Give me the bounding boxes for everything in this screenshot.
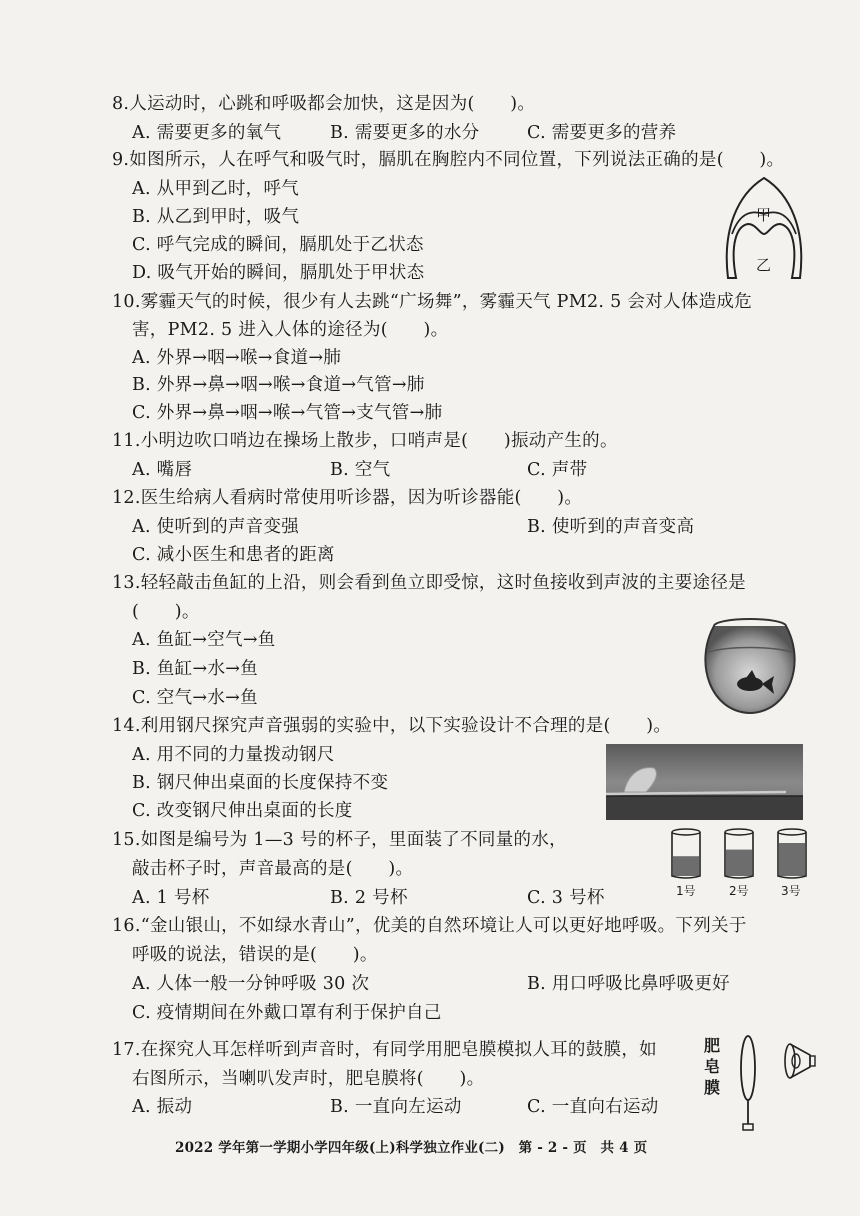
q12-option-c: C. 减小医生和患者的距离: [132, 545, 335, 565]
q16-option-c: C. 疫情期间在外戴口罩有利于保护自己: [132, 1003, 442, 1023]
q14-stem: 14.利用钢尺探究声音强弱的实验中，以下实验设计不合理的是( )。: [112, 716, 672, 736]
q10-stem-line1: 10.雾霾天气的时候，很少有人去跳“广场舞”，雾霾天气 PM2. 5 会对人体造成危: [112, 292, 753, 312]
q13-option-a: A. 鱼缸→空气→鱼: [132, 630, 276, 650]
q9-option-a: A. 从甲到乙时，呼气: [132, 179, 300, 199]
cup-water-1: [673, 856, 699, 876]
cups-drawing: [668, 826, 812, 882]
q15-stem-line2: 敲击杯子时，声音最高的是( )。: [132, 859, 414, 879]
q13-stem-line1: 13.轻轻敲击鱼缸的上沿，则会看到鱼立即受惊，这时鱼接收到声波的主要途径是: [112, 573, 746, 593]
q9-stem: 9.如图所示，人在呼气和吸气时，膈肌在胸腔内不同位置，下列说法正确的是( )。: [112, 150, 785, 170]
q15-option-a: A. 1 号杯: [132, 888, 210, 908]
cup-3: [778, 829, 806, 878]
q10-option-b: B. 外界→鼻→咽→喉→食道→气管→肺: [132, 375, 425, 395]
q13-stem-line2: ( )。: [132, 602, 200, 622]
speaker-horn-icon: [782, 1040, 818, 1082]
q8-option-a: A. 需要更多的氧气: [132, 123, 282, 143]
cup-2: [725, 829, 753, 878]
soap-film-label: [704, 1035, 726, 1101]
q10-option-a: A. 外界→咽→喉→食道→肺: [132, 348, 342, 368]
fishbowl-image: [700, 612, 800, 716]
soap-film-ring: [736, 1034, 760, 1134]
q15-option-b: B. 2 号杯: [330, 888, 408, 908]
q10-stem-line2: 害，PM2. 5 进入人体的途径为( )。: [132, 320, 449, 340]
q17-option-b: B. 一直向左运动: [330, 1097, 462, 1117]
cup-1: [672, 829, 700, 878]
q16-stem-line2: 呼吸的说法，错误的是( )。: [132, 945, 378, 965]
q11-stem: 11.小明边吹口哨边在操场上散步，口哨声是( )振动产生的。: [112, 431, 618, 451]
q14-option-b: B. 钢尺伸出桌面的长度保持不变: [132, 773, 389, 793]
q8-stem: 8.人运动时，心跳和呼吸都会加快，这是因为( )。: [112, 94, 536, 114]
diaphragm-label-jia: 甲: [756, 206, 772, 224]
soap-film-label-char2: 皂: [704, 1057, 721, 1076]
steel-ruler-photo: [606, 744, 803, 820]
q15-option-c: C. 3 号杯: [527, 888, 605, 908]
q12-stem: 12.医生给病人看病时常使用听诊器，因为听诊器能( )。: [112, 488, 583, 508]
q16-option-a: A. 人体一般一分钟呼吸 30 次: [132, 974, 370, 994]
q17-option-a: A. 振动: [132, 1097, 193, 1117]
q13-option-b: B. 鱼缸→水→鱼: [132, 659, 259, 679]
q16-stem-line1: 16.“金山银山，不如绿水青山”，优美的自然环境让人可以更好地呼吸。下列关于: [112, 916, 747, 936]
q12-option-a: A. 使听到的声音变强: [132, 517, 300, 537]
q9-option-b: B. 从乙到甲时，吸气: [132, 207, 300, 227]
cup-water-3: [779, 843, 805, 876]
cups-figure: [668, 826, 812, 902]
q17-option-c: C. 一直向右运动: [527, 1097, 659, 1117]
q10-option-c: C. 外界→鼻→咽→喉→气管→支气管→肺: [132, 403, 443, 423]
q16-option-b: B. 用口呼吸比鼻呼吸更好: [527, 974, 730, 994]
page-footer: 2022 学年第一学期小学四年级(上)科学独立作业(二) 第 - 2 - 页 共 4 页: [175, 1140, 648, 1156]
q11-option-c: C. 声带: [527, 460, 588, 480]
soap-film-label-char1: 肥: [704, 1036, 721, 1055]
cup-label-3: 3号: [781, 884, 801, 898]
q14-option-c: C. 改变钢尺伸出桌面的长度: [132, 801, 353, 821]
q17-stem-line2: 右图所示，当喇叭发声时，肥皂膜将( )。: [132, 1069, 485, 1089]
q8-option-c: C. 需要更多的营养: [527, 123, 677, 143]
diaphragm-diagram: [718, 174, 810, 282]
q15-stem-line1: 15.如图是编号为 1—3 号的杯子，里面装了不同量的水，: [112, 830, 567, 850]
q13-option-c: C. 空气→水→鱼: [132, 688, 258, 708]
q9-option-d: D. 吸气开始的瞬间，膈肌处于甲状态: [132, 263, 425, 283]
soap-film-label-char3: 膜: [704, 1078, 721, 1097]
q11-option-a: A. 嘴唇: [132, 460, 193, 480]
q17-stem-line1: 17.在探究人耳怎样听到声音时，有同学用肥皂膜模拟人耳的鼓膜，如: [112, 1040, 657, 1060]
q12-option-b: B. 使听到的声音变高: [527, 517, 695, 537]
q9-option-c: C. 呼气完成的瞬间，膈肌处于乙状态: [132, 235, 424, 255]
q8-option-b: B. 需要更多的水分: [330, 123, 480, 143]
cup-label-1: 1号: [676, 884, 696, 898]
cup-water-2: [726, 850, 752, 876]
q11-option-b: B. 空气: [330, 460, 391, 480]
diaphragm-label-yi: 乙: [756, 256, 772, 274]
q14-option-a: A. 用不同的力量拨动钢尺: [132, 745, 335, 765]
cup-label-2: 2号: [729, 884, 749, 898]
